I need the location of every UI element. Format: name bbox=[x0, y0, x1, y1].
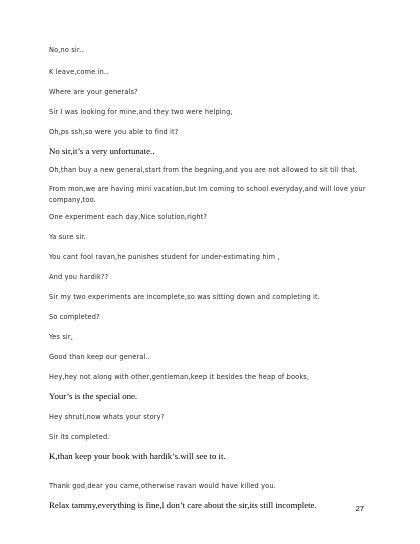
text-line-18: Your’s is the special one. bbox=[49, 391, 138, 401]
text-line-7: Oh,than buy a new general,start from the begning,and you are not allowed to sit till that, bbox=[49, 166, 358, 174]
text-line-8: From mon,we are having mini vacation,but Im coming to school everyday,and will love your company,too. bbox=[49, 185, 366, 204]
text-line-11: You cant fool ravan,he punishes student for under-estimating him , bbox=[49, 253, 280, 261]
text-line-15: Yes sir, bbox=[49, 333, 74, 341]
text-line-12: And you hardik?? bbox=[49, 273, 109, 281]
text-line-13: Sir my two experiments are incomplete,so was sitting down and completing it. bbox=[49, 293, 321, 301]
text-line-6: No sir,it’s a very unfortunate.. bbox=[49, 146, 155, 156]
text-line-17: Hey,hey not along with other,gentleman,keep it besides the heap of books, bbox=[49, 373, 310, 381]
text-line-3: Where are your generals? bbox=[49, 88, 138, 96]
text-line-10: Ya sure sir. bbox=[49, 233, 86, 241]
text-line-14: So completed? bbox=[49, 313, 100, 321]
text-line-23: Relax tammy,everything is fine,I don’t care about the sir,its still incomplete. bbox=[49, 500, 317, 510]
text-line-21: K,than keep your book with hardik’s.will see to it. bbox=[49, 451, 226, 461]
page-number: 27 bbox=[355, 504, 364, 513]
text-line-22: Thank god,dear you came,otherwise ravan would have killed you. bbox=[49, 482, 276, 490]
text-line-2: K leave,come in.. bbox=[49, 68, 109, 76]
text-line-5: Oh,ps ssh,so were you able to find it? bbox=[49, 128, 179, 136]
text-line-1: No,no sir.. bbox=[49, 46, 84, 54]
text-line-16: Good than keep our general.. bbox=[49, 353, 150, 361]
text-line-9: One experiment each day,Nice solution,right? bbox=[49, 213, 208, 221]
text-line-4: Sir I was looking for mine,and they two were helping, bbox=[49, 108, 233, 116]
text-line-19: Hey shruti,now whats your story? bbox=[49, 413, 165, 421]
text-line-20: Sir its completed. bbox=[49, 433, 110, 441]
